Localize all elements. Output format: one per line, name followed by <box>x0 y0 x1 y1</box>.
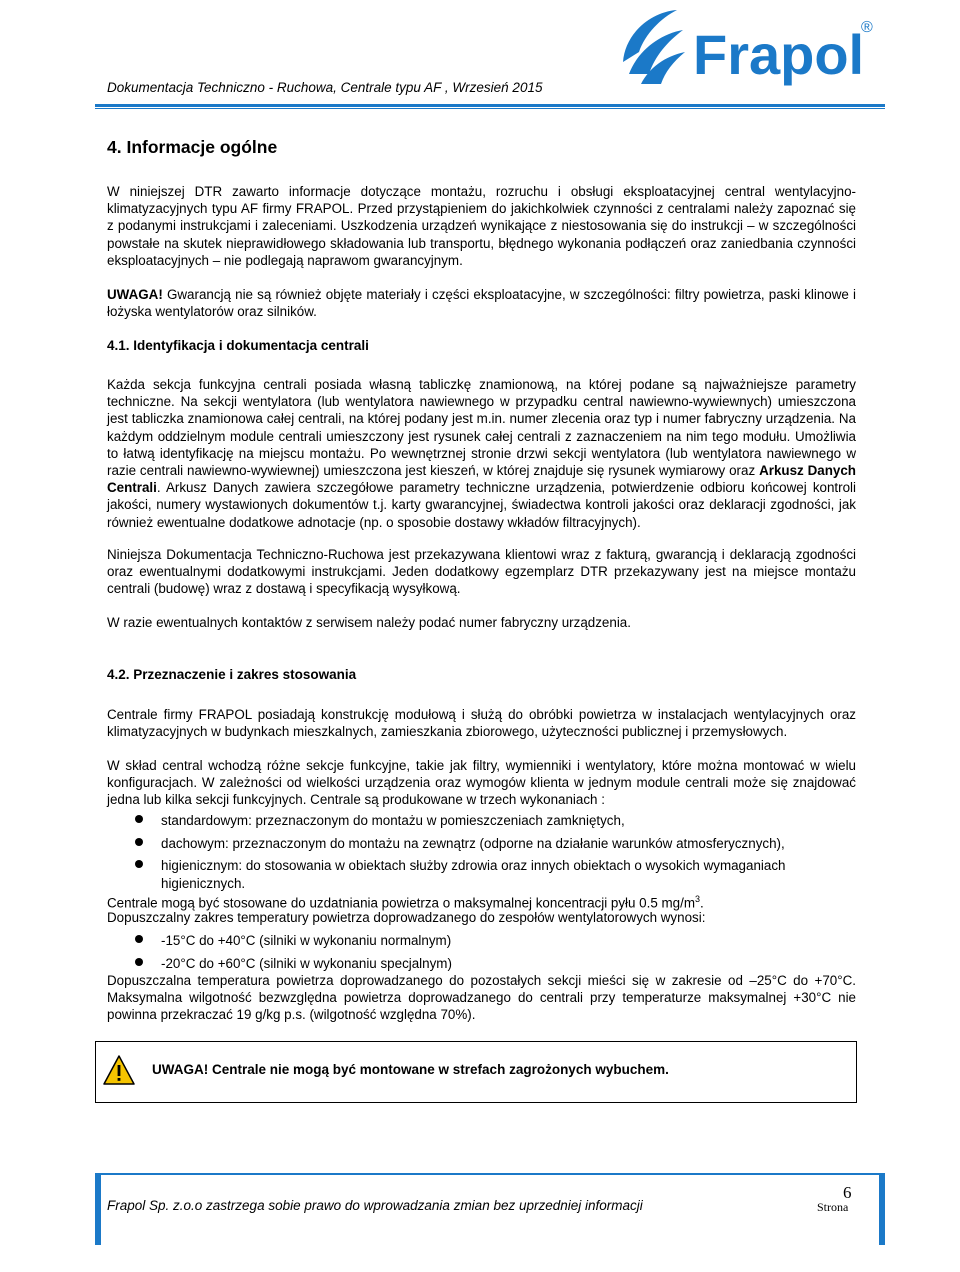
intro-paragraph: W niniejszej DTR zawarto informacje dotyczące montażu, rozruchu i obsługi eksploatacyjnej central wentylacyjno-klimatyzacyjnych typu AF firmy FRAPOL. Przed przystąpieniem do jakichkolwiek czynności z centralami należy zapoznać się z podanymi instrukcjami i zaleceniami. Uszkodzenia urządzeń wynikające z niestosowania się do instrukcji – w szczególności powstałe na skutek nieprawidłowego składowania lub transportu, błędnego wykonania podłączeń oraz zaniedbania czynności eksploatacyjnych – nie podlegają naprawom gwarancyjnym. <box>107 184 856 268</box>
footer-right-bar <box>879 1175 885 1245</box>
documentation-paragraph: Niniejsza Dokumentacja Techniczno-Ruchowa jest przekazywana klientowi wraz z fakturą, gwarancją i deklaracją zgodności oraz ewentualnymi dodatkowymi instrukcjami. Jeden dodatkowy egzemplarz DTR przekazywany jest na miejsce montażu centrali (budowę) wraz z dostawą i specyfikacją wysyłkową. <box>107 547 856 597</box>
list-item-text: standardowym: przeznaczonym do montażu w pomieszczeniach zamkniętych, <box>161 813 625 828</box>
variant-list <box>107 812 867 892</box>
subsection-heading: Identyfikacja i dokumentacja centrali <box>129 338 369 353</box>
footer-disclaimer: Frapol Sp. z.o.o zastrzega sobie prawo do wprowadzania zmian bez uprzedniej informacji <box>107 1198 643 1213</box>
footer-left-bar <box>95 1175 101 1245</box>
warning-triangle-icon <box>103 1054 135 1086</box>
identification-text-b: . Arkusz Danych zawiera szczegółowe parametry techniczne urządzenia, potwierdzenie odbioru końcowej kontroli jakości, numery wystawionych dokumentów t.j. karty gwarancyjnej, świadectwa kontroli jakości oraz deklaracji zgodności, jak również ewentualne dodatkowe adnotacje (np. o sposobie dostawy wkładów filtracyjnych). <box>107 480 856 530</box>
subsection-title-4-2 <box>107 667 356 682</box>
page-label: Strona <box>817 1200 849 1214</box>
bullet-icon <box>135 815 143 823</box>
temperature-list <box>107 932 867 972</box>
list-item-text: -20°C do +60°C (silniki w wykonaniu specjalnym) <box>161 955 452 971</box>
bullet-icon <box>135 958 143 966</box>
frapol-logo <box>615 4 885 90</box>
explosion-warning-text: UWAGA! Centrale nie mogą być montowane w strefach zagrożonych wybuchem. <box>152 1062 669 1077</box>
purpose-paragraph: Centrale firmy FRAPOL posiadają konstrukcję modułową i służą do obróbki powietrza w instalacjach wentylacyjnych oraz klimatyzacyjnych w budynkach mieszkalnych, zamieszkania zbiorowego, użyteczności publicznej i przemysłowych. <box>107 707 856 740</box>
temperature-intro: Dopuszczalny zakres temperatury powietrza doprowadzanego do zespołów wentylatorowych wynosi: <box>107 910 706 925</box>
temperature-paragraph: Dopuszczalna temperatura powietrza doprowadzanego do pozostałych sekcji mieści się w zakresie od –25°C do +70°C. Maksymalna wilgotność bezwzględna powietrza doprowadzanego do centrali przy temperaturze maksymalnej +30°C nie powinna przekraczać 19 g/kg p.s. (wilgotność względna 70%). <box>107 973 856 1023</box>
list-item <box>107 835 867 853</box>
subsection-number: 4.1. <box>107 338 130 353</box>
subsection-number: 4.2. <box>107 667 130 682</box>
list-item-continuation: higienicznych. <box>161 875 246 891</box>
dust-text: Centrale mogą być stosowane do uzdatniania powietrza o maksymalnej koncentracji pyłu 0.5 mg/m <box>107 895 695 911</box>
list-item <box>107 955 867 973</box>
list-item-text: higienicznym: do stosowania w obiektach służby zdrowia oraz innych obiektach o wysokich wymaganiach <box>161 858 786 873</box>
footer-rule <box>95 1173 885 1175</box>
dust-superscript: 3 <box>695 894 701 904</box>
logo-wordmark: Frapol <box>693 23 865 86</box>
bullet-icon <box>135 860 143 868</box>
list-item <box>107 932 867 950</box>
list-item <box>107 857 867 892</box>
bullet-icon <box>135 935 143 943</box>
list-item-text: dachowym: przeznaczonym do montażu na zewnątrz (odporne na działanie warunków atmosferycznych), <box>161 835 785 851</box>
document-header-title: Dokumentacja Techniczno - Ruchowa, Centrale typu AF , Wrzesień 2015 <box>107 80 543 95</box>
bullet-icon <box>135 838 143 846</box>
warning-label: UWAGA! <box>107 287 163 302</box>
dust-end: . <box>700 895 704 911</box>
header-rule <box>95 104 885 107</box>
warranty-warning-paragraph <box>107 286 856 320</box>
header-rule-thin <box>95 108 885 109</box>
list-item-text: -15°C do +40°C (silniki w wykonaniu normalnym) <box>161 933 452 948</box>
subsection-heading: Przeznaczenie i zakres stosowania <box>129 667 357 682</box>
registered-mark: ® <box>861 19 873 36</box>
warning-text: Gwarancją nie są również objęte materiały i części eksploatacyjne, w szczególności: filtry powietrza, paski klinowe i łożyska wentylatorów oraz silników. <box>107 287 856 320</box>
service-contact-paragraph: W razie ewentualnych kontaktów z serwisem należy podać numer fabryczny urządzenia. <box>107 615 631 630</box>
list-item <box>107 812 867 830</box>
identification-text-a: Każda sekcja funkcyjna centrali posiada własną tabliczkę znamionową, na której podane są najważniejsze parametry techniczne. Na sekcji wentylatora (lub wentylatora nawiewnego w przypadku central nawiewno-wywiewnych) umieszczona jest tabliczka znamionowa całej centrali, na której podany jest m.in. numer zlecenia oraz typ i numer fabryczny urządzenia. Na każdym oddzielnym module centrali umieszczony jest rysunek całej centrali z zaznaczeniem na nim tego modułu. Umożliwia to łatwą identyfikację na miejscu montażu. Po wewnętrznej stronie drzwi sekcji wentylatora (lub wentylatora nawiewnego w razie centrali nawiewno-wywiewnej) umieszczona jest kieszeń, w której znajduje się rysunek wymiarowy oraz <box>107 377 856 479</box>
subsection-title-4-1 <box>107 338 369 353</box>
page-number: 6 <box>843 1183 852 1202</box>
data-sheet-name: Arkusz Danych Centrali <box>107 463 856 496</box>
configuration-paragraph: W skład central wchodzą różne sekcje funkcyjne, takie jak filtry, wymienniki i wentylatory, które można montować w wielu konfiguracjach. W zależności od wielkości urządzenia oraz wymogów klienta w jednym module centrali może się znajdować jedna lub kilka sekcji funkcyjnych. Centrale są produkowane w trzech wykonaniach : <box>107 758 856 808</box>
identification-paragraph <box>107 376 856 531</box>
section-title: 4. Informacje ogólne <box>107 137 278 157</box>
